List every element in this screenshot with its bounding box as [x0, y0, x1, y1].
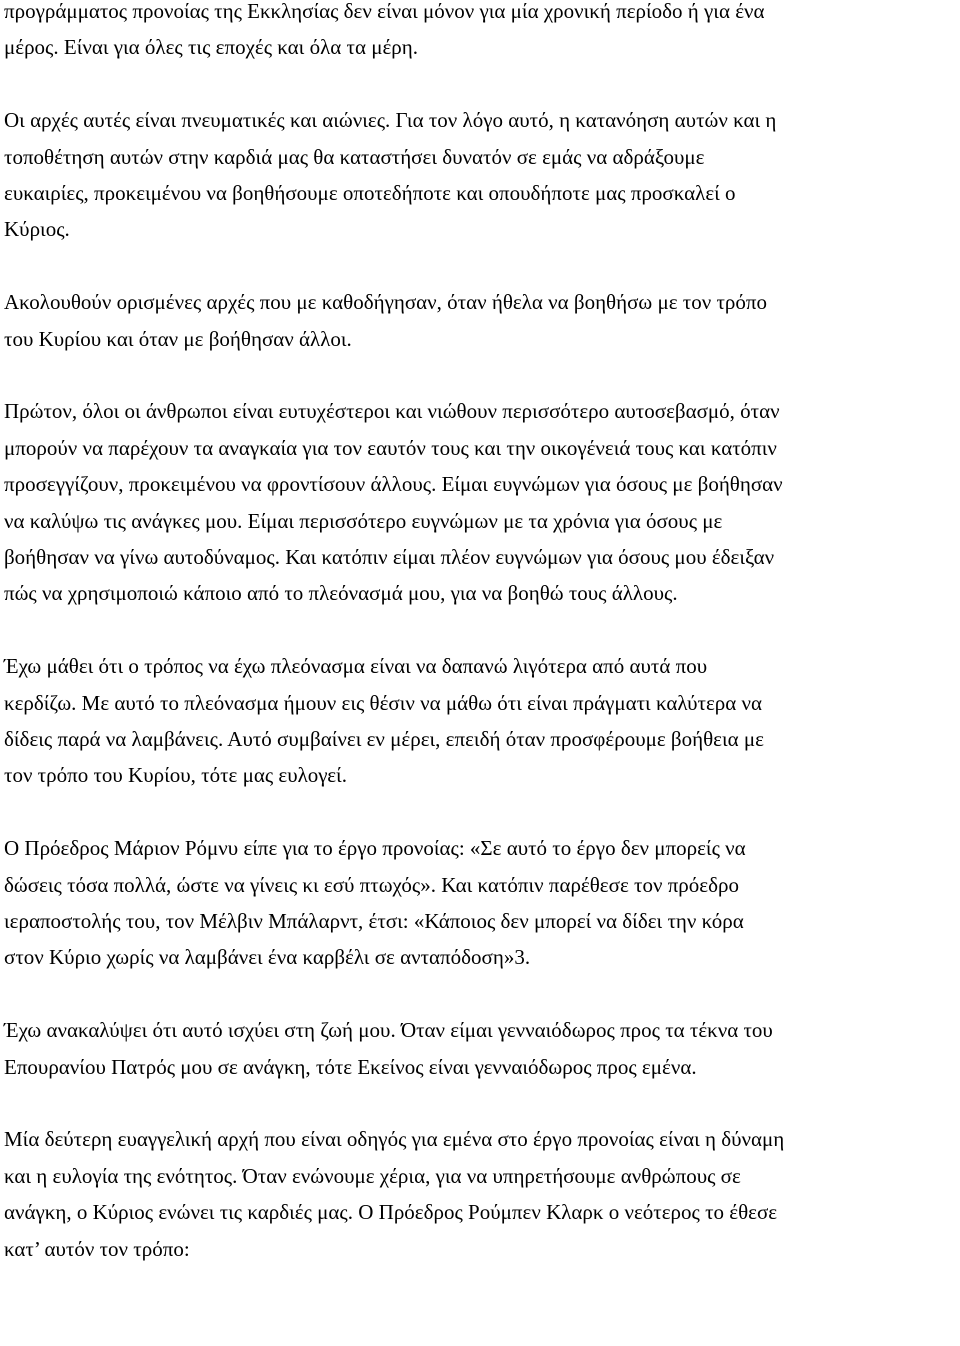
document-page — [4, 0, 952, 1304]
paragraph-3: Ακολουθούν ορισμένες αρχές που με καθοδήγησαν, όταν ήθελα να βοηθήσω με τον τρόπο του Κυρίου και όταν με βοήθησαν άλλοι. — [4, 290, 768, 351]
paragraph-5: Έχω μάθει ότι ο τρόπος να έχω πλεόνασμα είναι να δαπανώ λιγότερα από αυτά που κερδίζω. Με αυτό το πλεόνασμα ήμουν εις θέσιν να μάθω ότι είναι πράγματι καλύτερα να δίδεις παρά να λαμβάνεις. Αυτό συμβαίνει εν μέρει, επειδή όταν προσφέρουμε βοήθεια με τον τρόπο του Κυρίου, τότε μας ευλογεί. — [4, 654, 764, 788]
paragraph-8: Μία δεύτερη ευαγγελική αρχή που είναι οδηγός για εμένα στο έργο προνοίας είναι η δύναμη και η ευλογία της ενότητος. Όταν ενώνουμε χέρια, για να υπηρετήσουμε ανθρώπους σε ανάγκη, ο Κύριος ενώνει τις καρδιές μας. Ο Πρόεδρος Ρούμπεν Κλαρκ ο νεότερος το έθεσε κατ’ αυτόν τον τρόπο: — [4, 1127, 785, 1261]
paragraph-2: Οι αρχές αυτές είναι πνευματικές και αιώνιες. Για τον λόγο αυτό, η κατανόηση αυτών και η τοποθέτηση αυτών στην καρδιά μας θα καταστήσει δυνατόν σε εμάς να αδράξουμε ευκαιρίες, προκειμένου να βοηθήσουμε οποτεδήποτε και οπουδήποτε μας προσκαλεί ο Κύριος. — [4, 108, 777, 242]
paragraph-7: Έχω ανακαλύψει ότι αυτό ισχύει στη ζωή μου. Όταν είμαι γενναιόδωρος προς τα τέκνα του Επουρανίου Πατρός μου σε ανάγκη, τότε Εκείνος είναι γενναιόδωρος προς εμένα. — [4, 1018, 773, 1079]
paragraph-1: προγράμματος προνοίας της Εκκλησίας δεν είναι μόνον για μία χρονική περίοδο ή για ένα μέρος. Είναι για όλες τις εποχές και όλα τα μέρη. — [4, 0, 765, 60]
paragraph-4: Πρώτον, όλοι οι άνθρωποι είναι ευτυχέστεροι και νιώθουν περισσότερο αυτοσεβασμό, όταν μπορούν να παρέχουν τα αναγκαία για τον εαυτόν τους και την οικογένειά τους και κατόπιν προσεγγίζουν, προκειμένου να φροντίσουν άλλους. Είμαι ευγνώμων για όσους με βοήθησαν να καλύψω τις ανάγκες μου. Είμαι περισσότερο ευγνώμων με τα χρόνια για όσους με βοήθησαν να γίνω αυτοδύναμος. Και κατόπιν είμαι πλέον ευγνώμων για όσους μου έδειξαν πώς να χρησιμοποιώ κάποιο από το πλεόνασμά μου, για να βοηθώ τους άλλους. — [4, 399, 783, 606]
paragraph-6: Ο Πρόεδρος Μάριον Ρόμνυ είπε για το έργο προνοίας: «Σε αυτό το έργο δεν μπορείς να δώσεις τόσα πολλά, ώστε να γίνεις κι εσύ πτωχός». Και κατόπιν παρέθεσε τον πρόεδρο ιεραποστολής του, τον Μέλβιν Μπάλαρντ, έτσι: «Κάποιος δεν μπορεί να δίδει την κόρα στον Κύριο χωρίς να λαμβάνει ένα καρβέλι σε ανταπόδοση»3. — [4, 836, 746, 970]
